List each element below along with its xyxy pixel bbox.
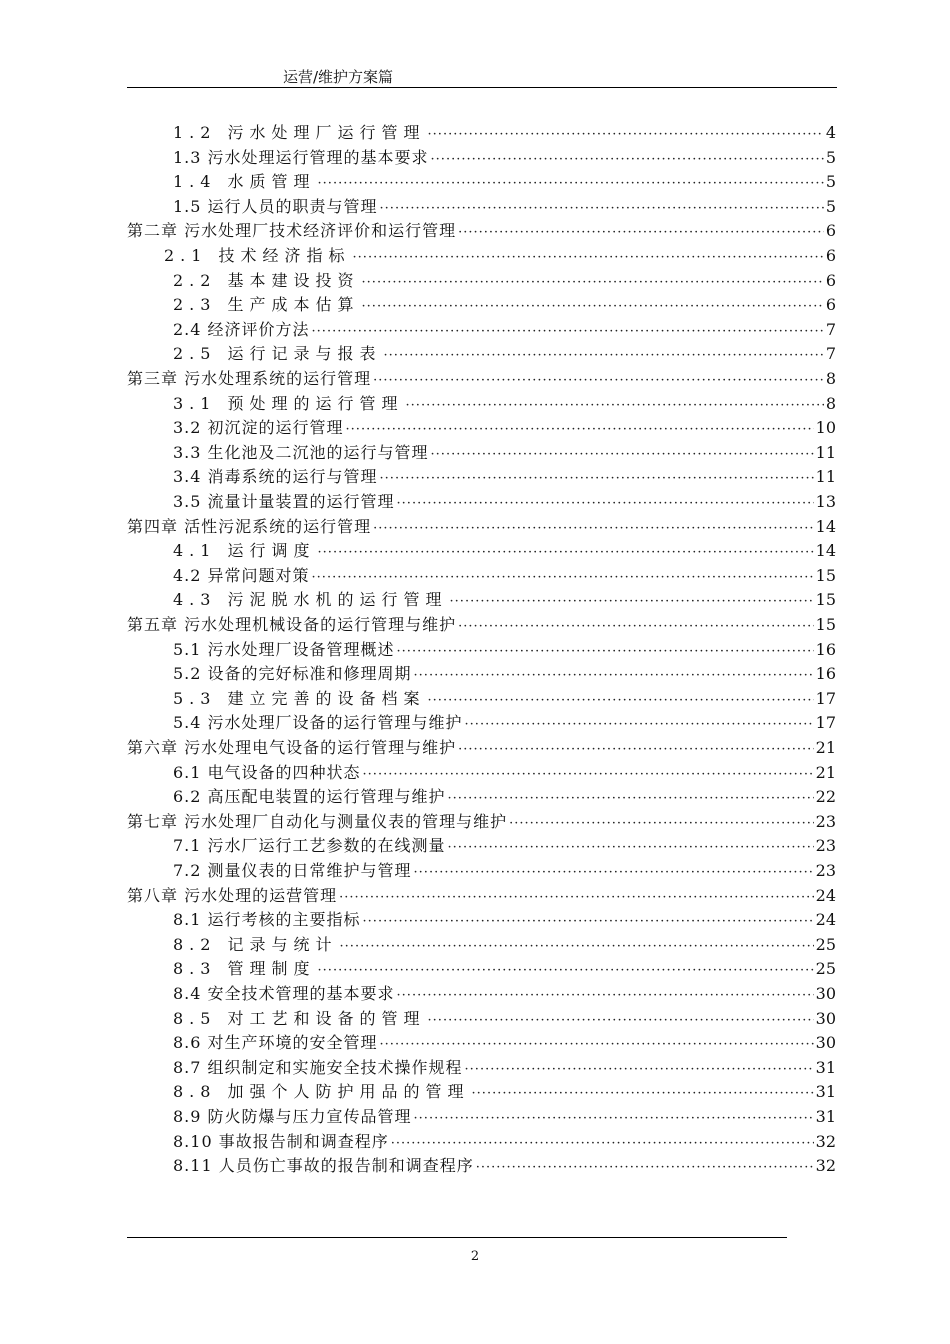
toc-section-entry[interactable] xyxy=(173,761,836,788)
toc-section-entry[interactable] xyxy=(173,490,836,517)
toc-section-entry[interactable] xyxy=(173,121,836,148)
toc-page-number: 23 xyxy=(815,861,836,880)
toc-entry-label: 8.5 对工艺和设备的管理 xyxy=(173,1008,426,1028)
toc-leader-dots xyxy=(450,590,814,615)
toc-entry-label: 7.1 污水厂运行工艺参数的在线测量 xyxy=(173,836,446,856)
toc-section-entry[interactable] xyxy=(173,392,836,419)
toc-entry-label: 1.2 污水处理厂运行管理 xyxy=(173,123,426,142)
toc-entry-label: 1.5 运行人员的职责与管理 xyxy=(173,196,378,216)
toc-section-entry[interactable] xyxy=(173,588,836,615)
toc-chapter-entry[interactable] xyxy=(127,219,836,246)
toc-leader-dots xyxy=(380,1033,814,1058)
toc-page-number: 14 xyxy=(815,516,836,536)
toc-page-number: 30 xyxy=(815,1008,836,1028)
toc-section-entry[interactable] xyxy=(173,1154,836,1181)
toc-entry-label: 2.5 运行记录与报表 xyxy=(173,344,382,364)
toc-entry-label: 5.3 建立完善的设备档案 xyxy=(173,688,426,708)
toc-entry-label: 第二章 污水处理厂技术经济评价和运行管理 xyxy=(127,221,457,241)
toc-page-number: 25 xyxy=(815,934,836,954)
toc-section-entry[interactable] xyxy=(173,441,836,468)
toc-entry-label: 6.2 高压配电装置的运行管理与维护 xyxy=(173,787,446,807)
toc-entry-label: 2.4 经济评价方法 xyxy=(173,319,310,339)
toc-section-entry[interactable] xyxy=(173,662,836,689)
toc-page-number: 22 xyxy=(815,787,836,807)
toc-leader-dots xyxy=(346,418,814,443)
toc-entry-label: 5.1 污水处理厂设备管理概述 xyxy=(173,639,395,659)
toc-page-number: 21 xyxy=(815,762,836,782)
toc-page-number: 23 xyxy=(815,836,836,856)
toc-section-entry[interactable] xyxy=(173,318,836,345)
toc-leader-dots xyxy=(428,689,814,714)
toc-page-number: 32 xyxy=(815,1156,836,1176)
toc-section-entry[interactable] xyxy=(173,908,836,935)
toc-entry-label: 第三章 污水处理系统的运行管理 xyxy=(127,369,372,388)
toc-entry-label: 7.2 测量仪表的日常维护与管理 xyxy=(173,861,412,880)
toc-entry-label: 8.4 安全技术管理的基本要求 xyxy=(173,984,395,1003)
toc-page-number: 16 xyxy=(815,639,836,659)
toc-entry-label: 8.6 对生产环境的安全管理 xyxy=(173,1033,378,1053)
toc-page-number: 5 xyxy=(825,147,836,167)
toc-page-number: 30 xyxy=(815,984,836,1003)
toc-page-number: 4 xyxy=(825,123,836,142)
toc-entry-label: 第五章 污水处理机械设备的运行管理与维护 xyxy=(127,615,457,634)
toc-entry-label: 8.2 记录与统计 xyxy=(173,934,338,954)
toc-page-number: 5 xyxy=(825,196,836,216)
toc-page-number: 7 xyxy=(825,344,836,364)
toc-section-entry[interactable] xyxy=(173,687,836,714)
toc-entry-label: 8.11 人员伤亡事故的报告制和调查程序 xyxy=(173,1156,474,1176)
toc-leader-dots xyxy=(318,959,814,984)
toc-section-entry[interactable] xyxy=(173,1080,836,1107)
toc-chapter-entry[interactable] xyxy=(127,613,836,640)
toc-leader-dots xyxy=(465,1058,814,1083)
toc-leader-dots xyxy=(414,664,814,689)
toc-section-entry[interactable] xyxy=(173,785,836,812)
toc-section-entry[interactable] xyxy=(173,711,836,738)
toc-section-entry[interactable] xyxy=(173,859,836,886)
toc-entry-label: 8.7 组织制定和实施安全技术操作规程 xyxy=(173,1057,463,1077)
toc-entry-label: 5.2 设备的完好标准和修理周期 xyxy=(173,664,412,684)
toc-entry-label: 8.1 运行考核的主要指标 xyxy=(173,910,361,930)
toc-leader-dots xyxy=(472,1082,814,1107)
toc-section-entry[interactable] xyxy=(173,146,836,173)
toc-leader-dots xyxy=(363,910,814,935)
toc-leader-dots xyxy=(458,615,814,640)
toc-leader-dots xyxy=(397,492,814,517)
toc-entry-label: 8.3 管理制度 xyxy=(173,959,316,979)
toc-page-number: 5 xyxy=(825,172,836,192)
toc-page-number: 11 xyxy=(815,467,836,487)
toc-page-number: 24 xyxy=(815,885,836,905)
toc-entry-label: 1.3 污水处理运行管理的基本要求 xyxy=(173,147,429,167)
toc-leader-dots xyxy=(397,984,814,1009)
toc-leader-dots xyxy=(428,123,824,148)
toc-page-number: 6 xyxy=(825,270,836,290)
toc-page-number: 30 xyxy=(815,1033,836,1053)
toc-leader-dots xyxy=(362,295,824,320)
toc-leader-dots xyxy=(448,836,814,861)
toc-leader-dots xyxy=(353,246,824,271)
toc-entry-label: 2.2 基本建设投资 xyxy=(173,270,360,290)
toc-page-number: 10 xyxy=(815,418,836,438)
toc-page-number: 17 xyxy=(815,713,836,733)
toc-page-number: 8 xyxy=(825,369,836,388)
toc-section-entry[interactable] xyxy=(173,342,836,369)
toc-leader-dots xyxy=(380,467,814,492)
toc-section-entry[interactable] xyxy=(173,638,836,665)
toc-section-entry[interactable] xyxy=(164,244,836,271)
page-number: 2 xyxy=(470,1249,480,1264)
toc-leader-dots xyxy=(428,1009,814,1034)
toc-entry-label: 6.1 电气设备的四种状态 xyxy=(173,762,361,782)
toc-leader-dots xyxy=(340,935,814,960)
toc-entry-label: 第七章 污水处理厂自动化与测量仪表的管理与维护 xyxy=(127,811,508,831)
toc-entry-label: 8.9 防火防爆与压力宣传品管理 xyxy=(173,1107,412,1126)
toc-page-number: 14 xyxy=(815,541,836,561)
toc-page-number: 31 xyxy=(815,1107,836,1126)
toc-page-number: 31 xyxy=(815,1082,836,1102)
toc-leader-dots xyxy=(406,394,824,419)
toc-page-number: 6 xyxy=(825,221,836,241)
toc-section-entry[interactable] xyxy=(173,564,836,591)
toc-leader-dots xyxy=(448,787,814,812)
toc-section-entry[interactable] xyxy=(173,465,836,492)
toc-section-entry[interactable] xyxy=(173,1031,836,1058)
toc-leader-dots xyxy=(363,763,814,788)
toc-leader-dots xyxy=(339,886,814,911)
toc-leader-dots xyxy=(414,1107,814,1132)
toc-leader-dots xyxy=(509,812,814,837)
toc-leader-dots xyxy=(391,1132,814,1157)
toc-section-entry[interactable] xyxy=(173,1105,836,1132)
toc-entry-label: 4.2 异常问题对策 xyxy=(173,565,310,585)
toc-section-entry[interactable] xyxy=(173,933,836,960)
toc-page-number: 15 xyxy=(815,590,836,610)
toc-section-entry[interactable] xyxy=(173,1007,836,1034)
toc-page-number: 16 xyxy=(815,664,836,684)
toc-entry-label: 3.1 预处理的运行管理 xyxy=(173,393,404,413)
toc-page-number: 23 xyxy=(815,811,836,831)
toc-page-number: 11 xyxy=(815,442,836,462)
toc-leader-dots xyxy=(431,148,824,173)
toc-leader-dots xyxy=(318,541,814,566)
toc-entry-label: 1.4 水质管理 xyxy=(173,172,316,192)
toc-section-entry[interactable] xyxy=(173,834,836,861)
page-header: 运营/维护方案篇 xyxy=(283,68,394,86)
toc-leader-dots xyxy=(318,172,824,197)
toc-entry-label: 2.1 技术经济指标 xyxy=(164,246,351,265)
toc-chapter-entry[interactable] xyxy=(127,367,836,394)
toc-page-number: 15 xyxy=(815,565,836,585)
toc-leader-dots xyxy=(373,517,814,542)
toc-leader-dots xyxy=(384,344,824,369)
toc-leader-dots xyxy=(373,369,824,394)
toc-entry-label: 第六章 污水处理电气设备的运行管理与维护 xyxy=(127,738,457,757)
toc-leader-dots xyxy=(380,197,824,222)
toc-page-number: 32 xyxy=(815,1131,836,1151)
toc-page-number: 17 xyxy=(815,688,836,708)
toc-leader-dots xyxy=(431,443,814,468)
toc-entry-label: 第四章 活性污泥系统的运行管理 xyxy=(127,516,372,536)
toc-entry-label: 8.8 加强个人防护用品的管理 xyxy=(173,1082,470,1102)
toc-section-entry[interactable] xyxy=(173,170,836,197)
toc-leader-dots xyxy=(312,566,814,591)
toc-leader-dots xyxy=(458,738,814,763)
toc-entry-label: 3.5 流量计量装置的运行管理 xyxy=(173,492,395,511)
toc-entry-label: 4.1 运行调度 xyxy=(173,541,316,561)
toc-page-number: 15 xyxy=(815,615,836,634)
toc-section-entry[interactable] xyxy=(173,1056,836,1083)
toc-entry-label: 3.4 消毒系统的运行与管理 xyxy=(173,467,378,487)
toc-chapter-entry[interactable] xyxy=(127,736,836,763)
toc-entry-label: 5.4 污水处理厂设备的运行管理与维护 xyxy=(173,713,463,733)
toc-entry-label: 3.2 初沉淀的运行管理 xyxy=(173,418,344,438)
toc-section-entry[interactable] xyxy=(173,293,836,320)
toc-entry-label: 2.3 生产成本估算 xyxy=(173,295,360,315)
toc-entry-label: 4.3 污泥脱水机的运行管理 xyxy=(173,590,448,610)
toc-leader-dots xyxy=(414,861,814,886)
footer-rule xyxy=(127,1237,787,1238)
toc-section-entry[interactable] xyxy=(173,269,836,296)
toc-section-entry[interactable] xyxy=(173,416,836,443)
toc-section-entry[interactable] xyxy=(173,957,836,984)
toc-page-number: 8 xyxy=(825,393,836,413)
toc-chapter-entry[interactable] xyxy=(127,515,836,542)
toc-entry-label: 第八章 污水处理的运营管理 xyxy=(127,885,338,905)
toc-section-entry[interactable] xyxy=(173,982,836,1009)
toc-leader-dots xyxy=(362,271,824,296)
toc-page-number: 21 xyxy=(815,738,836,757)
toc-entry-label: 3.3 生化池及二沉池的运行与管理 xyxy=(173,442,429,462)
toc-page-number: 24 xyxy=(815,910,836,930)
toc-page-number: 7 xyxy=(825,319,836,339)
toc-section-entry[interactable] xyxy=(173,1130,836,1157)
toc-leader-dots xyxy=(397,640,814,665)
header-rule xyxy=(127,87,837,88)
toc-page-number: 31 xyxy=(815,1057,836,1077)
toc-page-number: 6 xyxy=(825,246,836,265)
toc-chapter-entry[interactable] xyxy=(127,810,836,837)
toc-page-number: 6 xyxy=(825,295,836,315)
toc-chapter-entry[interactable] xyxy=(127,884,836,911)
toc-leader-dots xyxy=(476,1156,814,1181)
toc-leader-dots xyxy=(312,320,824,345)
toc-leader-dots xyxy=(465,713,814,738)
toc-leader-dots xyxy=(458,221,824,246)
toc-page-number: 13 xyxy=(815,492,836,511)
toc-entry-label: 8.10 事故报告制和调查程序 xyxy=(173,1131,389,1151)
toc-section-entry[interactable] xyxy=(173,539,836,566)
toc-page-number: 25 xyxy=(815,959,836,979)
toc-section-entry[interactable] xyxy=(173,195,836,222)
